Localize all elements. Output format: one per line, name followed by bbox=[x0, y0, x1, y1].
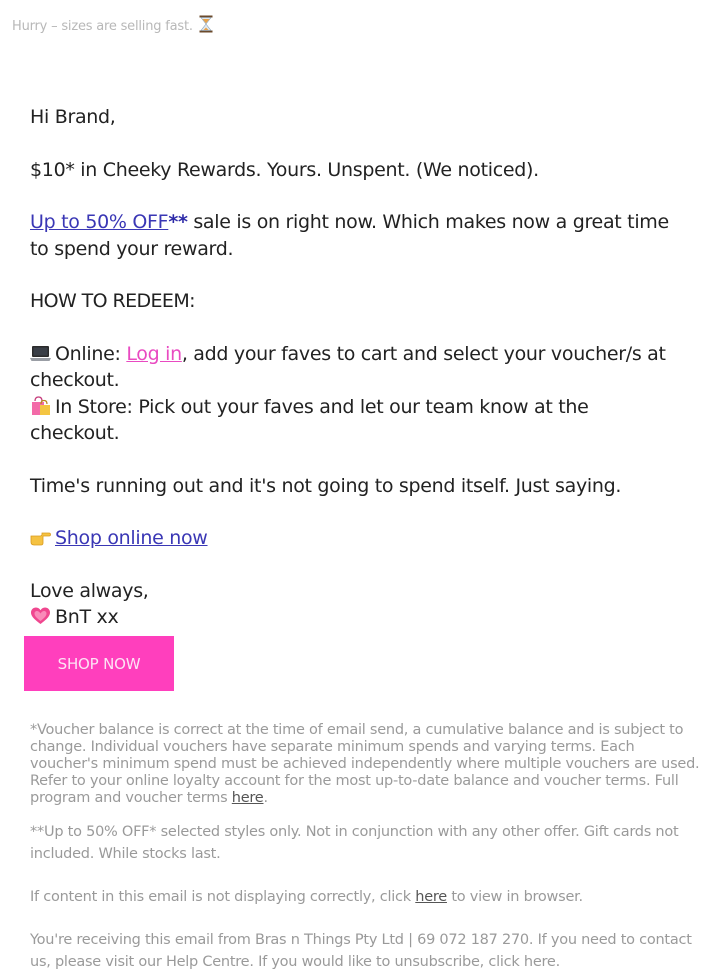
footer bbox=[30, 722, 700, 973]
redeem-heading: HOW TO REDEEM: bbox=[30, 290, 195, 312]
browser-post: to view in browser. bbox=[446, 889, 583, 905]
login-link[interactable]: Log in bbox=[126, 342, 182, 365]
browser-pre: If content in this email is not displaying correctly, click bbox=[30, 889, 416, 905]
voucher-terms-text: *Voucher balance is correct at the time of email send, a cumulative balance and is subject to change. Individual vouchers have separate minimum spends and varying terms. Each voucher's minimum spend must be achieved independently where multiple vouchers are used. Refer to your online loyalty account for the most up-to-date balance and voucher terms. Full program and voucher terms bbox=[30, 722, 700, 806]
redeem-steps bbox=[30, 341, 670, 447]
in-store-text: In Store: Pick out your faves and let our team know at the checkout. bbox=[30, 395, 589, 444]
online-step bbox=[30, 343, 666, 392]
preheader bbox=[12, 15, 213, 34]
sale-link[interactable]: Up to 50% OFF bbox=[30, 211, 169, 233]
signoff-line2: BnT xx bbox=[55, 606, 119, 628]
in-store-step bbox=[30, 396, 589, 445]
sale-paragraph bbox=[30, 209, 670, 262]
online-text: , add your faves to cart and select your voucher/s at checkout. bbox=[30, 342, 666, 391]
pointing-hand-icon bbox=[30, 527, 51, 547]
voucher-terms-end: . bbox=[263, 790, 268, 806]
signoff bbox=[30, 578, 670, 631]
signoff-line1: Love always, bbox=[30, 579, 149, 602]
heart-icon bbox=[30, 606, 51, 626]
preheader-text: Hurry – sizes are selling fast. bbox=[12, 19, 193, 34]
running-out-line: Time's running out and it's not going to spend itself. Just saying. bbox=[30, 474, 622, 497]
shopping-bags-icon bbox=[30, 396, 51, 416]
sale-terms: **Up to 50% OFF* selected styles only. Not in conjunction with any other offer. Gift cards not included. While stocks last. bbox=[30, 824, 679, 862]
shop-online-link[interactable]: Shop online now bbox=[55, 527, 208, 549]
laptop-icon bbox=[30, 343, 51, 363]
hourglass-icon bbox=[199, 15, 213, 33]
shop-now-button[interactable]: SHOP NOW bbox=[24, 636, 174, 691]
sale-stars: ** bbox=[168, 211, 188, 233]
voucher-terms bbox=[30, 722, 700, 807]
shop-link-line bbox=[30, 525, 670, 552]
rewards-line: $10* in Cheeky Rewards. Yours. Unspent. (We noticed). bbox=[30, 158, 539, 181]
receiving-notice: You're receiving this email from Bras n Things Pty Ltd | 69 072 187 270. If you need to contact us, please visit our Help Centre. If you would like to unsubscribe, click here. bbox=[30, 932, 692, 970]
online-prefix: Online: bbox=[55, 342, 127, 365]
voucher-terms-link[interactable]: here bbox=[231, 790, 264, 806]
view-in-browser bbox=[30, 886, 700, 908]
email-body bbox=[30, 104, 670, 631]
greeting: Hi Brand, bbox=[30, 106, 116, 128]
sale-text: sale is on right now. Which makes now a great time to spend your reward. bbox=[30, 211, 669, 260]
view-in-browser-link[interactable]: here bbox=[415, 889, 447, 905]
